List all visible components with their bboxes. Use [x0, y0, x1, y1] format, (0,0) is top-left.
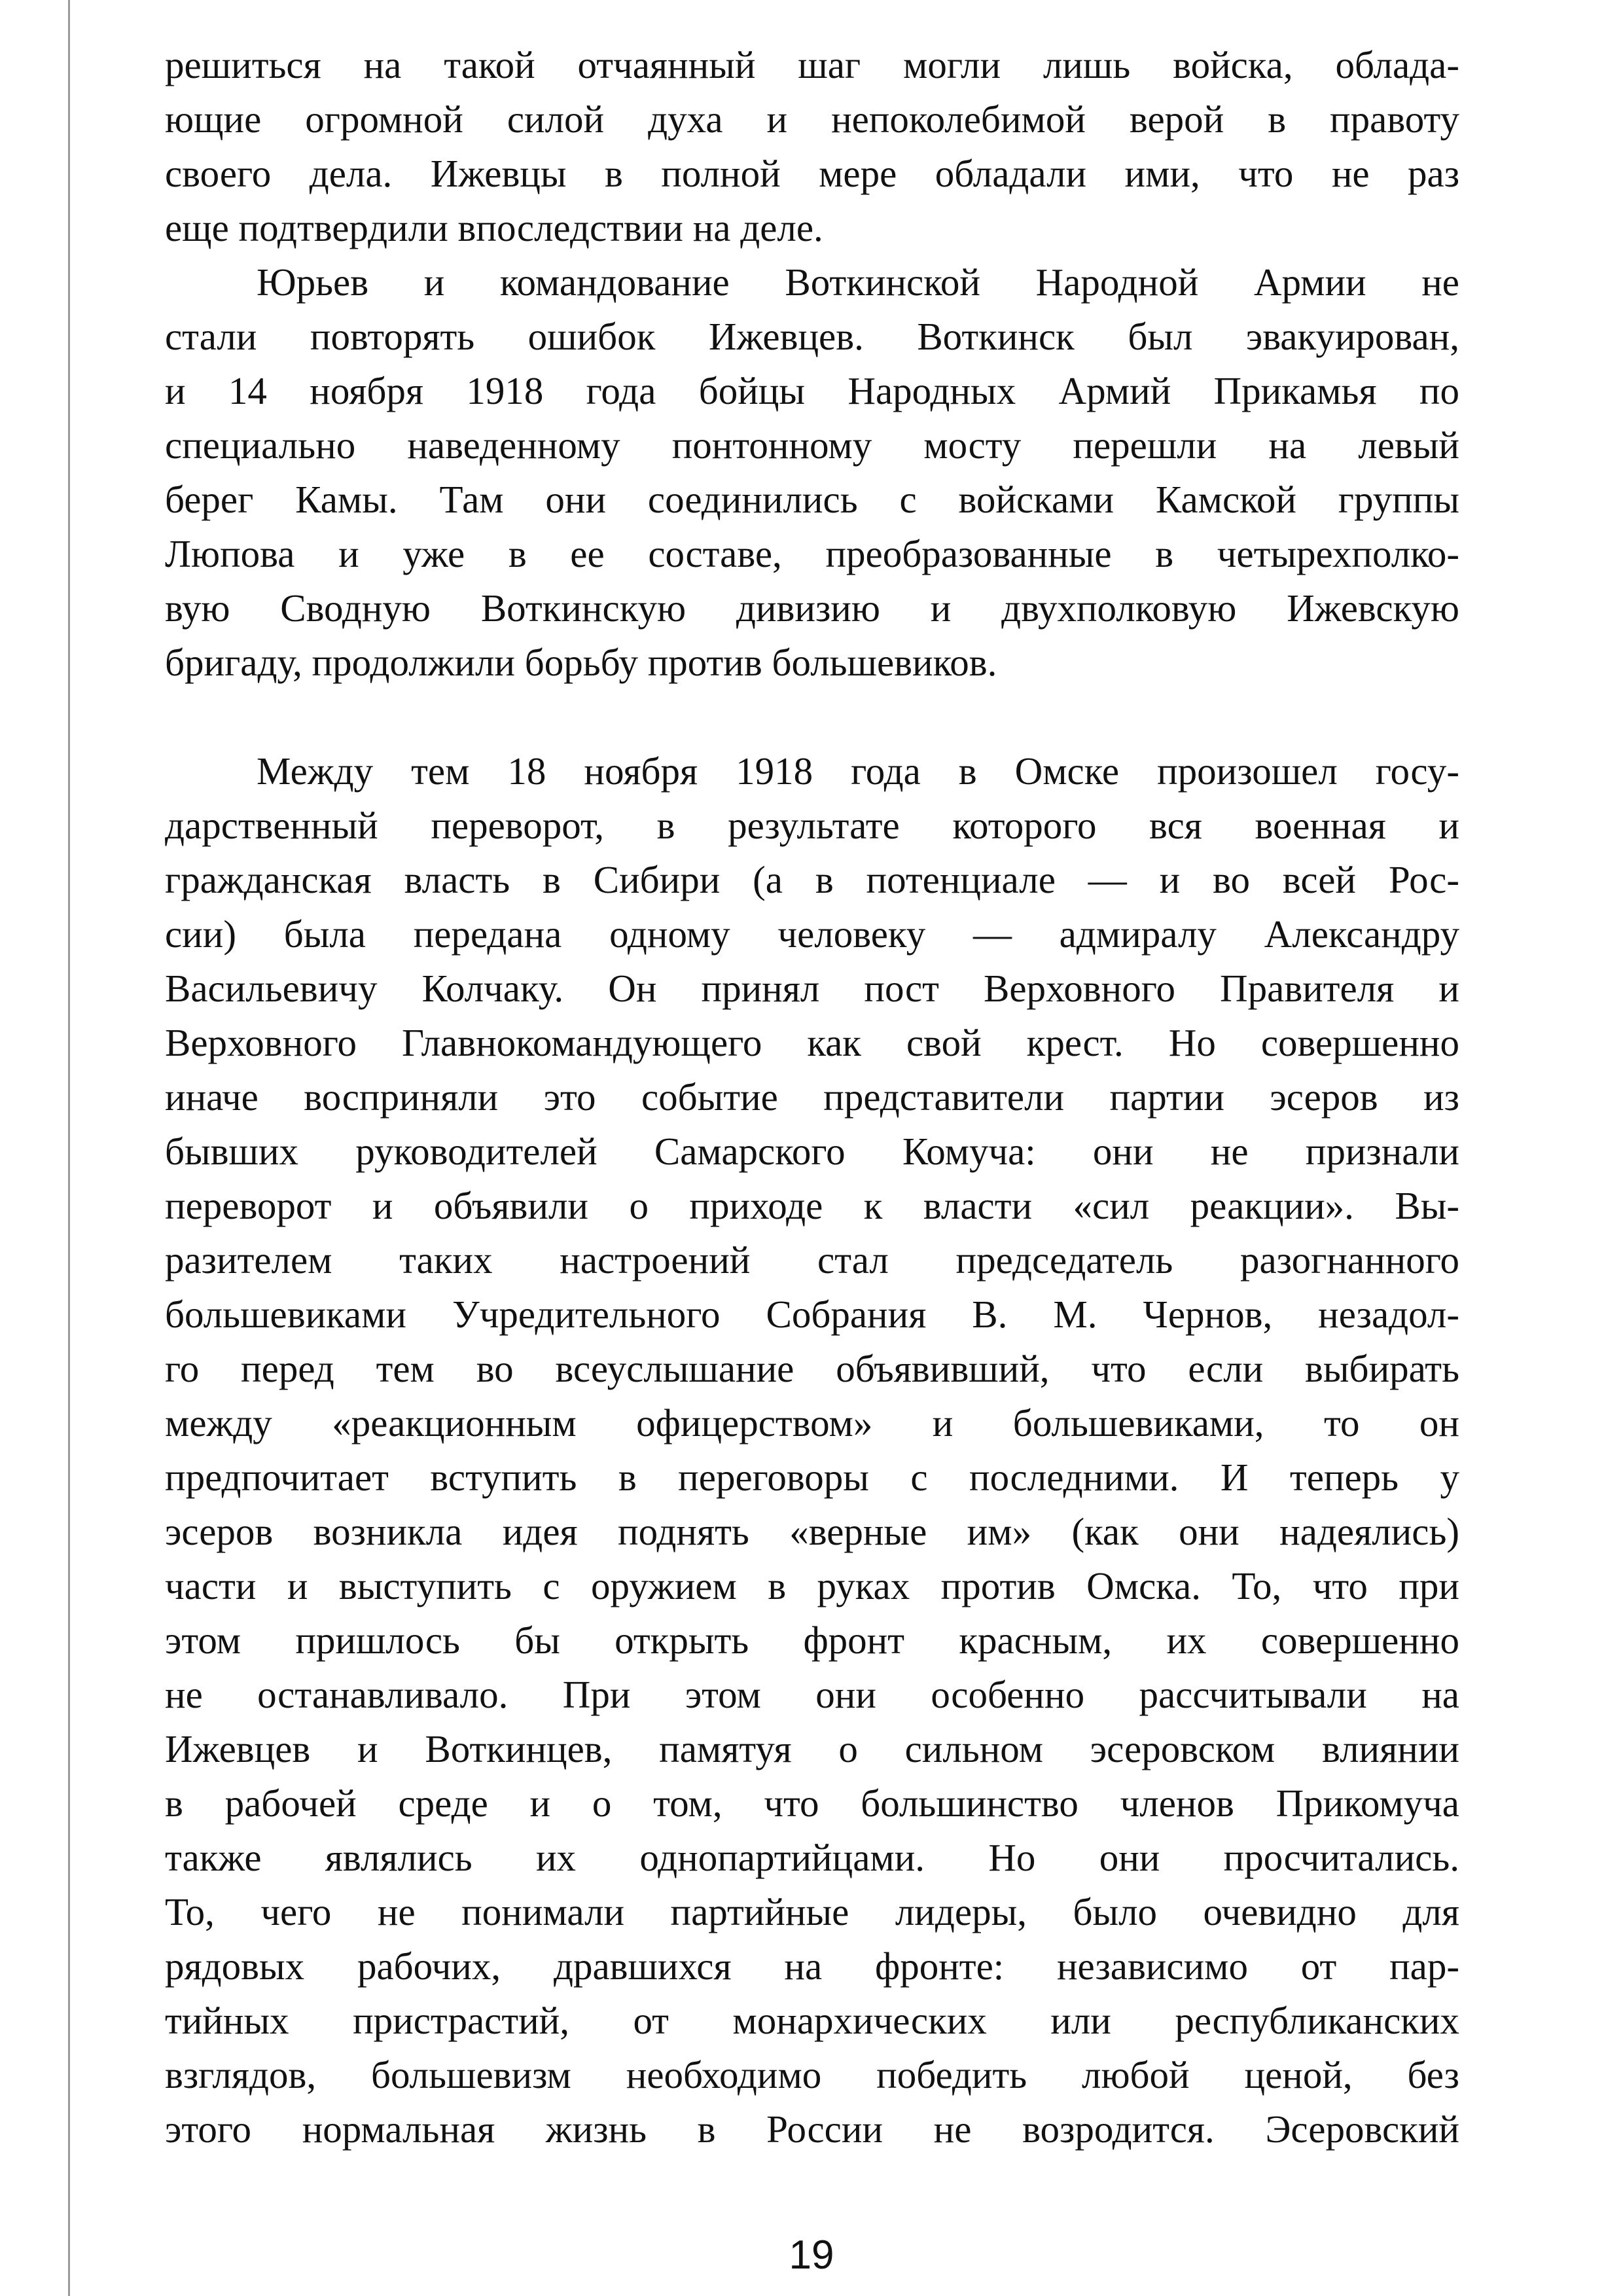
- text-line: сии) была передана одному человеку — адмиралу Александру: [165, 912, 1459, 956]
- text-line: рядовых рабочих, дравшихся на фронте: независимо от пар-: [165, 1945, 1459, 1988]
- text-line: предпочитает вступить в переговоры с последними. И теперь у: [165, 1456, 1459, 1499]
- text-line: Верховного Главнокомандующего как свой крест. Но совершенно: [165, 1021, 1459, 1064]
- text-line: своего дела. Ижевцы в полной мере обладали ими, что не раз: [165, 152, 1459, 195]
- paragraph-1: [165, 38, 1459, 255]
- text-line: еще подтвердили впоследствии на деле.: [165, 206, 823, 249]
- text-line: иначе восприняли это событие представители партии эсеров из: [165, 1075, 1459, 1119]
- page-number: 19: [789, 2233, 834, 2278]
- text-line: То, чего не понимали партийные лидеры, было очевидно для: [165, 1890, 1459, 1933]
- paragraph-3: [165, 744, 1459, 2157]
- text-line: вую Сводную Воткинскую дивизию и двухполковую Ижевскую: [165, 586, 1459, 630]
- text-line: Васильевичу Колчаку. Он принял пост Верховного Правителя и: [165, 967, 1459, 1010]
- text-line: этом пришлось бы открыть фронт красным, их совершенно: [165, 1619, 1459, 1662]
- text-line: ющие огромной силой духа и непоколебимой верой в правоту: [165, 98, 1459, 141]
- text-line: Ижевцев и Воткинцев, памятуя о сильном эсеровском влиянии: [165, 1727, 1459, 1770]
- text-line: го перед тем во всеуслышание объявивший, что если выбирать: [165, 1347, 1459, 1390]
- text-line: берег Камы. Там они соединились с войсками Камской группы: [165, 478, 1459, 521]
- paragraph-2: [165, 255, 1459, 690]
- text-line: гражданская власть в Сибири (а в потенциале — и во всей Рос-: [165, 858, 1459, 901]
- text-line: дарственный переворот, в результате которого вся военная и: [165, 804, 1459, 847]
- text-line: большевиками Учредительного Собрания В. М. Чернов, незадол-: [165, 1293, 1459, 1336]
- page-edge-line: [68, 0, 70, 2296]
- text-line: также являлись их однопартийцами. Но они просчитались.: [165, 1836, 1459, 1879]
- text-line: тийных пристрастий, от монархических или республиканских: [165, 1999, 1459, 2042]
- text-line: бывших руководителей Самарского Комуча: они не признали: [165, 1130, 1459, 1173]
- text-line: переворот и объявили о приходе к власти «сил реакции». Вы-: [165, 1184, 1459, 1227]
- text-line: и 14 ноября 1918 года бойцы Народных Армий Прикамья по: [165, 369, 1459, 412]
- body-text: [165, 38, 1459, 2157]
- text-line: Люпова и уже в ее составе, преобразованные в четырехполко-: [165, 532, 1459, 575]
- text-line: Между тем 18 ноября 1918 года в Омске произошел госу-: [257, 749, 1459, 793]
- text-line: взглядов, большевизм необходимо победить любой ценой, без: [165, 2053, 1459, 2096]
- text-line: эсеров возникла идея поднять «верные им» (как они надеялись): [165, 1510, 1459, 1553]
- text-line: части и выступить с оружием в руках против Омска. То, что при: [165, 1564, 1459, 1607]
- text-line: разителем таких настроений стал председатель разогнанного: [165, 1238, 1459, 1282]
- text-line: между «реакционным офицерством» и большевиками, то он: [165, 1401, 1459, 1444]
- text-line: не останавливало. При этом они особенно рассчитывали на: [165, 1673, 1459, 1716]
- text-line: специально наведенному понтонному мосту перешли на левый: [165, 423, 1459, 467]
- text-line: бригаду, продолжили борьбу против большевиков.: [165, 641, 997, 684]
- paragraph-gap: [165, 690, 1459, 744]
- text-line: этого нормальная жизнь в России не возродится. Эсеровский: [165, 2108, 1459, 2151]
- text-line: в рабочей среде и о том, что большинство членов Прикомуча: [165, 1782, 1459, 1825]
- text-line: Юрьев и командование Воткинской Народной Армии не: [257, 260, 1459, 304]
- text-line: решиться на такой отчаянный шаг могли лишь войска, облада-: [165, 43, 1459, 86]
- text-line: стали повторять ошибок Ижевцев. Воткинск был эвакуирован,: [165, 315, 1459, 358]
